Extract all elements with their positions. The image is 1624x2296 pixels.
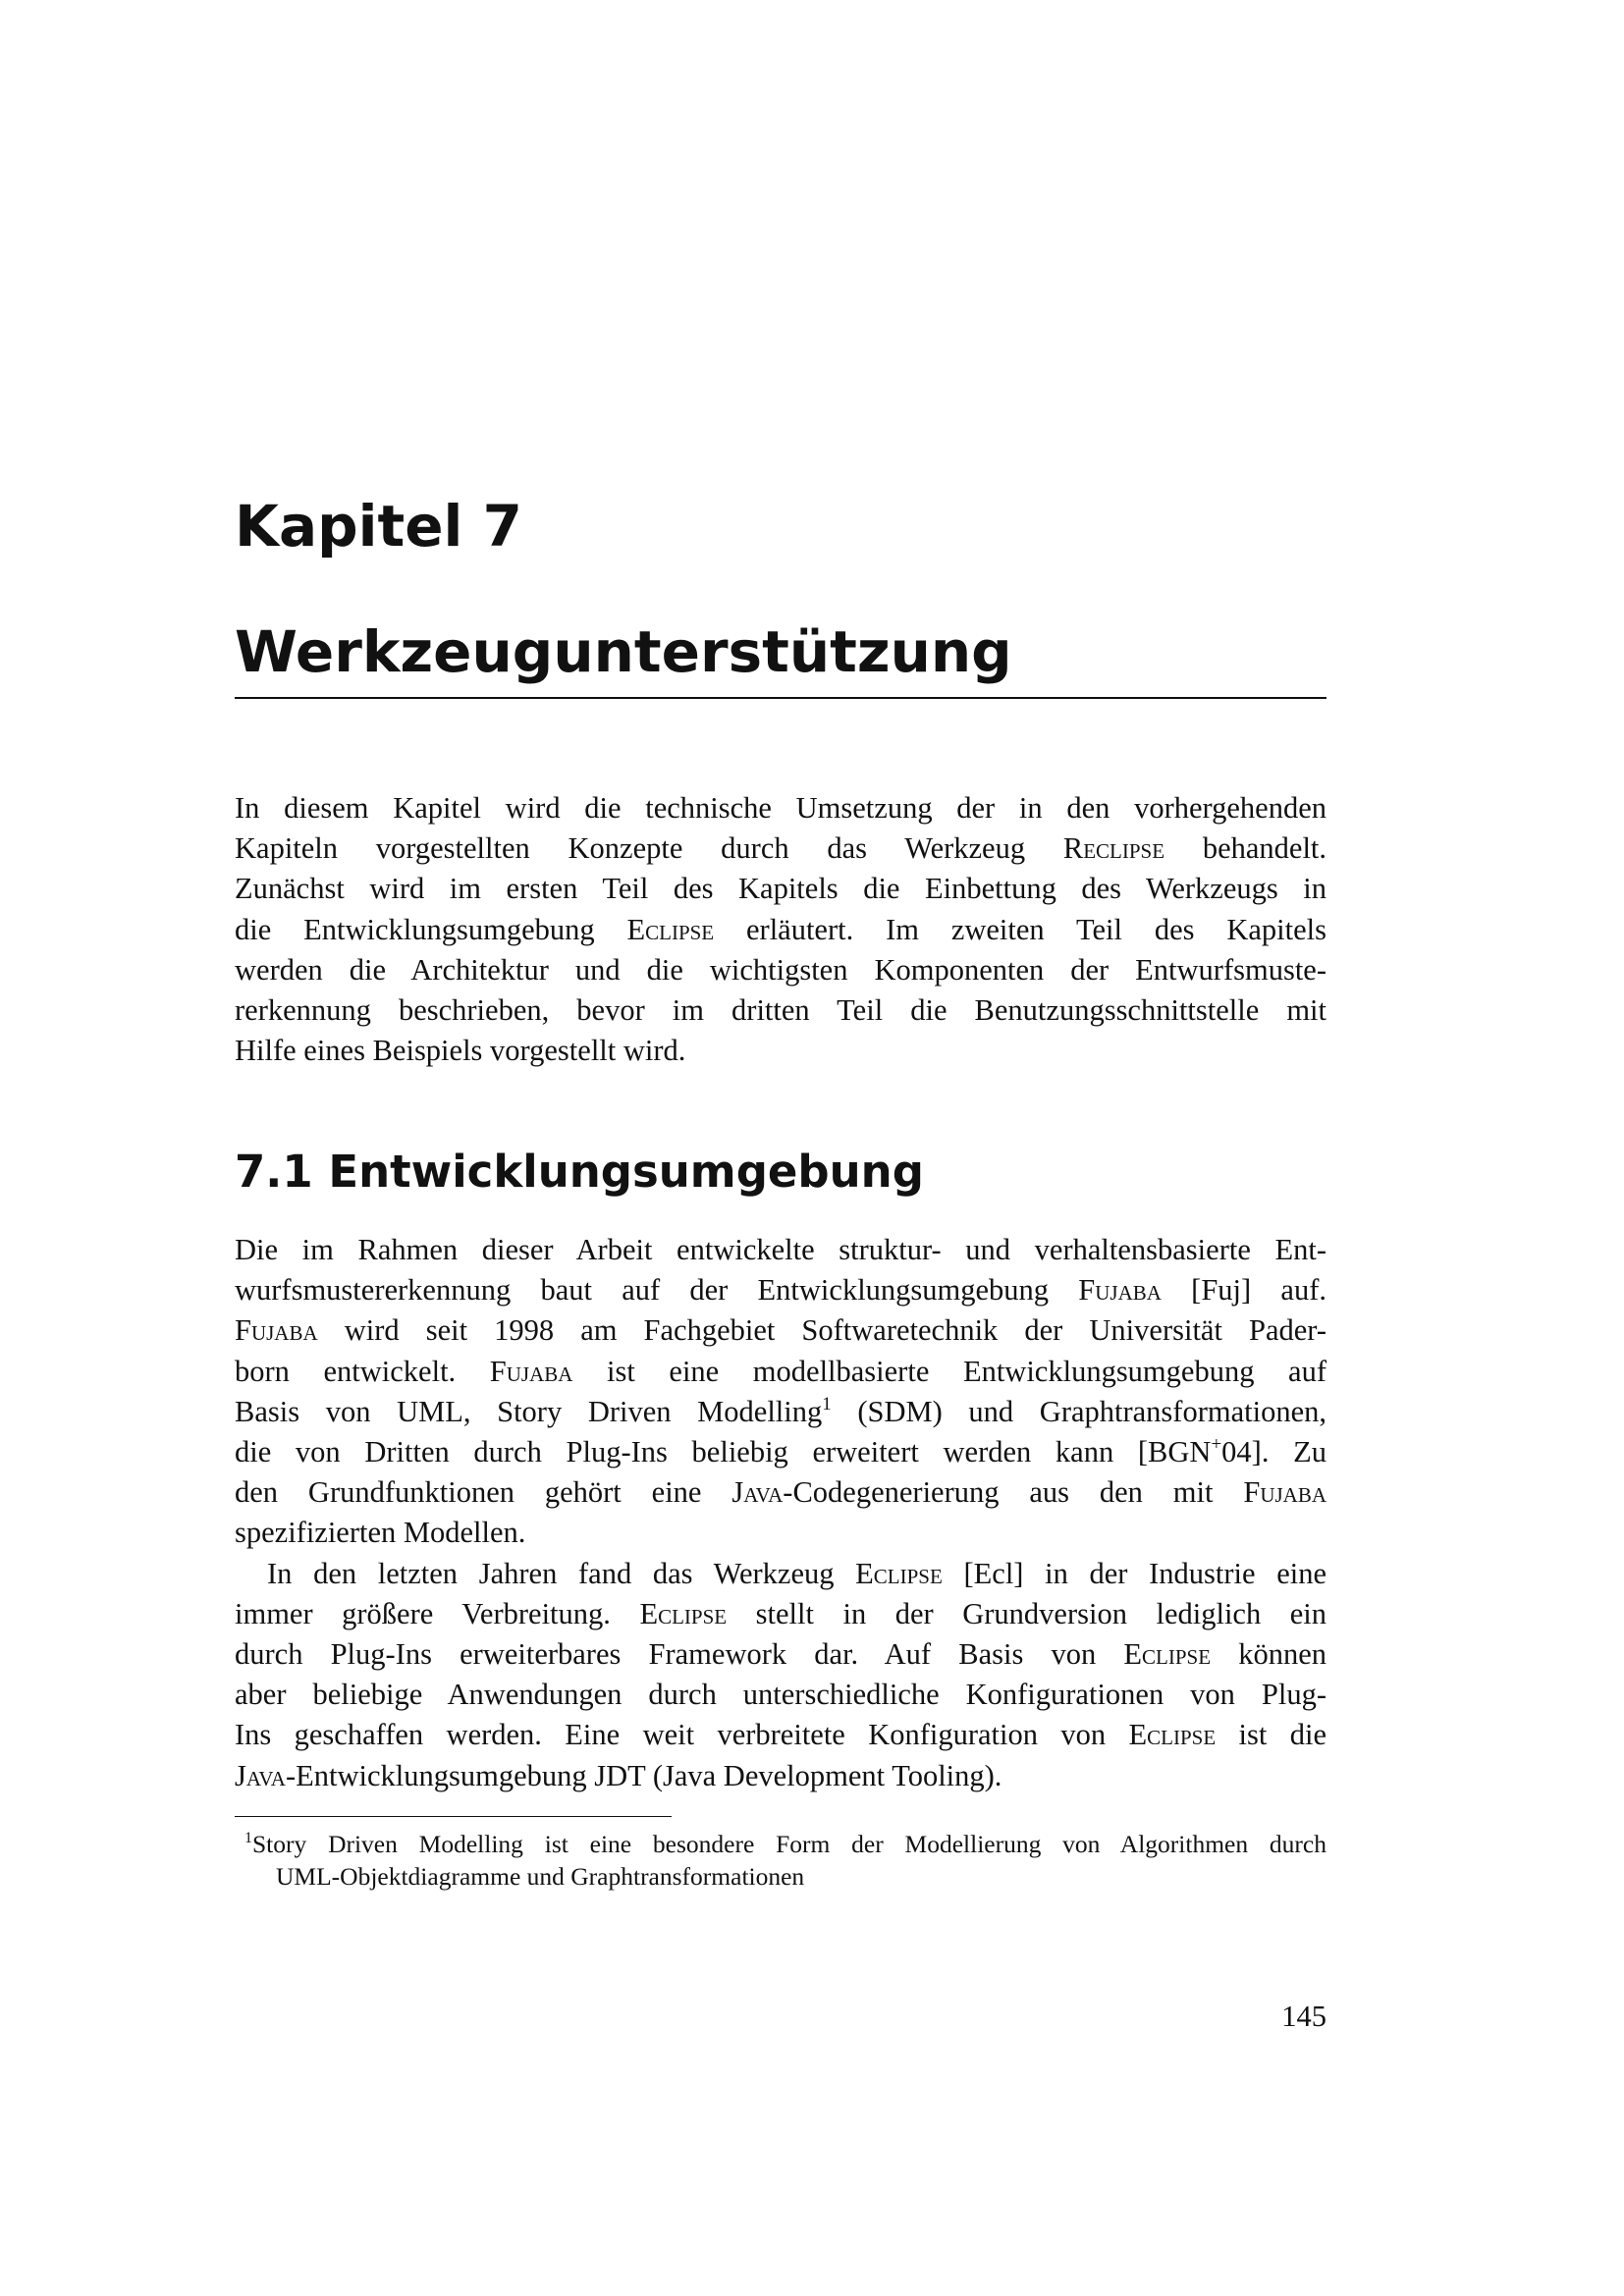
tool-name-eclipse: Eclipse xyxy=(1128,1718,1217,1752)
text-line: durch Plug-Ins erweiterbares Framework dar. Auf Basis von Eclipse können xyxy=(235,1636,1326,1671)
chapter-label: Kapitel 7 xyxy=(235,493,522,560)
body-paragraph-1 xyxy=(235,1230,1326,1554)
text-line: Hilfe eines Beispiels vorgestellt wird. xyxy=(235,1034,686,1068)
tool-name-eclipse: Eclipse xyxy=(1123,1636,1212,1671)
footnote-line: UML-Objektdiagramme und Graphtransformationen xyxy=(276,1862,805,1891)
text-line: Ins geschaffen werden. Eine weit verbreitete Konfiguration von Eclipse ist die xyxy=(235,1718,1326,1752)
section-heading: 7.1 Entwicklungsumgebung xyxy=(235,1146,924,1198)
text-line: Basis von UML, Story Driven Modelling$^1$ (SDM) und Graphtransformationen, xyxy=(235,1393,1326,1428)
text-line: Die im Rahmen dieser Arbeit entwickelte struktur- und verhaltensbasierte Ent- xyxy=(235,1233,1326,1266)
tool-name-eclipse: Eclipse xyxy=(626,912,715,946)
text-line: In den letzten Jahren fand das Werkzeug Eclipse [Ecl] in der Industrie eine xyxy=(267,1556,1327,1590)
tool-name-fujaba: Fujaba xyxy=(235,1313,318,1348)
tool-name-java: Java xyxy=(235,1758,286,1792)
text-line: den Grundfunktionen gehört eine Java-Codegenerierung aus den mit Fujaba xyxy=(235,1475,1326,1510)
text-line: Java-Entwicklungsumgebung JDT (Java Development Tooling). xyxy=(235,1758,1002,1792)
footnote-line: $^1$Story Driven Modelling ist eine besondere Form der Modellierung von Algorithmen durch xyxy=(244,1830,1326,1858)
tool-name-fujaba: Fujaba xyxy=(489,1354,573,1388)
text-line: die Entwicklungsumgebung Eclipse erläutert. Im zweiten Teil des Kapitels xyxy=(235,912,1326,946)
text-line: immer größere Verbreitung. Eclipse stellt in der Grundversion lediglich ein xyxy=(235,1596,1327,1630)
text-line: born entwickelt. Fujaba ist eine modellbasierte Entwicklungsumgebung auf xyxy=(235,1354,1326,1388)
text-line: wurfsmustererkennung baut auf der Entwicklungsumgebung Fujaba [Fuj] auf. xyxy=(235,1273,1326,1308)
tool-name-eclipse: Eclipse xyxy=(639,1596,728,1630)
body-paragraph-2 xyxy=(235,1554,1326,1796)
footnote-reference[interactable]: 1 xyxy=(822,1393,832,1415)
tool-name-java: Java xyxy=(731,1475,784,1510)
page-number: 145 xyxy=(1281,2000,1326,2033)
footnote xyxy=(235,1828,1326,1893)
tool-name-fujaba: Fujaba xyxy=(1078,1273,1162,1308)
tool-name-eclipse: Eclipse xyxy=(855,1556,943,1590)
text-line: Fujaba wird seit 1998 am Fachgebiet Softwaretechnik der Universität Pader- xyxy=(235,1313,1326,1348)
footnote-mark: 1 xyxy=(244,1830,252,1846)
text-line: aber beliebige Anwendungen durch unterschiedliche Konfigurationen von Plug- xyxy=(235,1678,1326,1712)
text-line: In diesem Kapitel wird die technische Umsetzung der in den vorhergehenden xyxy=(235,791,1326,825)
text-line: spezifizierten Modellen. xyxy=(235,1516,526,1550)
text-line: die von Dritten durch Plug-Ins beliebig erweitert werden kann [BGN+04]. Zu xyxy=(235,1433,1327,1468)
title-rule xyxy=(235,697,1326,699)
tool-name-fujaba: Fujaba xyxy=(1243,1475,1326,1510)
chapter-title: Werkzeugunterstützung xyxy=(235,618,1012,685)
text-line: werden die Architektur und die wichtigsten Komponenten der Entwurfsmuste- xyxy=(235,952,1326,987)
text-line: rerkennung beschrieben, bevor im dritten Teil die Benutzungsschnittstelle mit xyxy=(235,992,1326,1027)
text-line: Zunächst wird im ersten Teil des Kapitels die Einbettung des Werkzeugs in xyxy=(235,872,1326,906)
tool-name-reclipse: Reclipse xyxy=(1062,831,1165,866)
footnote-rule xyxy=(235,1816,672,1817)
intro-paragraph xyxy=(235,788,1326,1071)
text-line: Kapiteln vorgestellten Konzepte durch das Werkzeug Reclipse behandelt. xyxy=(235,831,1327,866)
